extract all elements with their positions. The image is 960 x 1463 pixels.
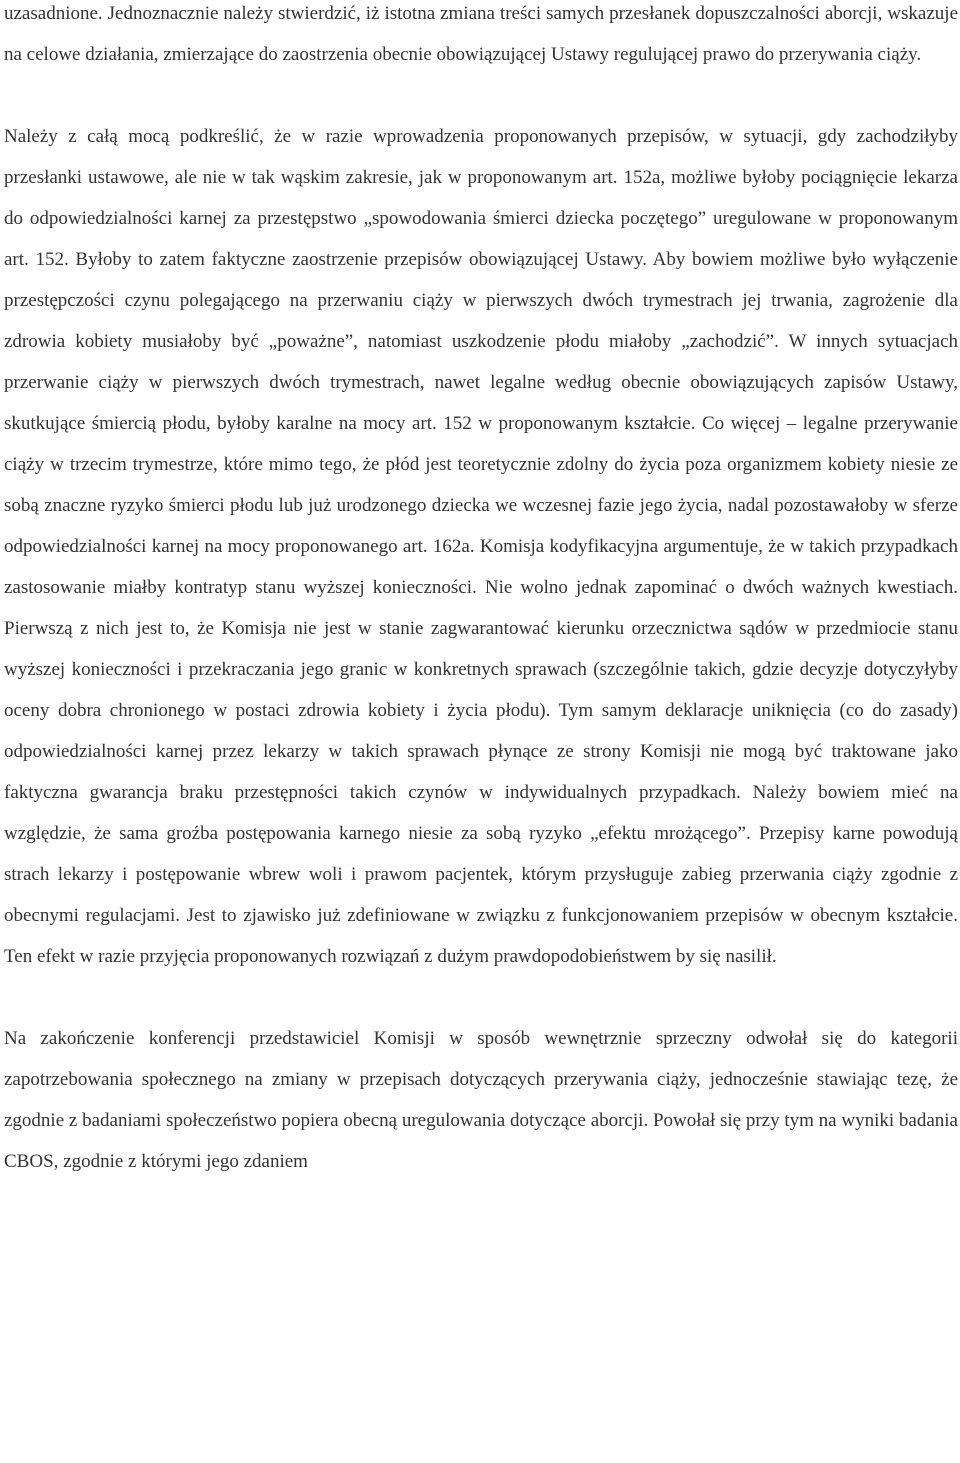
paragraph-conclusion: Na zakończenie konferencji przedstawiciel Komisji w sposób wewnętrznie sprzeczny odwołał się do kategorii zapotrzebowania społecznego na zmiany w przepisach dotyczących przerywania ciąży, jednocześnie stawiając tezę, że zgodnie z badaniami społeczeństwo popiera obecną uregulowania dotyczące aborcji. Powołał się przy tym na wyniki badania CBOS, zgodnie z którymi jego zdaniem bbox=[4, 1028, 958, 1172]
paragraph-main-argument: Należy z całą mocą podkreślić, że w razie wprowadzenia proponowanych przepisów, w sytuacji, gdy zachodziłyby przesłanki ustawowe, ale nie w tak wąskim zakresie, jak w proponowanym art. 152a, możliwe byłoby pociągnięcie lekarza do odpowiedzialności karnej za przestępstwo „spowodowania śmierci dziecka poczętego” uregulowane w proponowanym art. 152. Byłoby to zatem faktyczne zaostrzenie przepisów obowiązującej Ustawy. Aby bowiem możliwe było wyłączenie przestępczości czynu polegającego na przerwaniu ciąży w pierwszych dwóch trymestrach jej trwania, zagrożenie dla zdrowia kobiety musiałoby być „poważne”, natomiast uszkodzenie płodu miałoby „zachodzić”. W innych sytuacjach przerwanie ciąży w pierwszych dwóch trymestrach, nawet legalne według obecnie obowiązujących zapisów Ustawy, skutkujące śmiercią płodu, byłoby karalne na mocy art. 152 w proponowanym kształcie. Co więcej – legalne przerywanie ciąży w trzecim trymestrze, które mimo tego, że płód jest teoretycznie zdolny do życia poza organizmem kobiety niesie ze sobą znaczne ryzyko śmierci płodu lub już urodzonego dziecka we wczesnej fazie jego życia, nadal pozostawałoby w sferze odpowiedzialności karnej na mocy proponowanego art. 162a. Komisja kodyfikacyjna argumentuje, że w takich przypadkach zastosowanie miałby kontratyp stanu wyższej konieczności. Nie wolno jednak zapominać o dwóch ważnych kwestiach. Pierwszą z nich jest to, że Komisja nie jest w stanie zagwarantować kierunku orzecznictwa sądów w przedmiocie stanu wyższej konieczności i przekraczania jego granic w konkretnych sprawach (szczególnie takich, gdzie decyzje dotyczyłyby oceny dobra chronionego w postaci zdrowia kobiety i życia płodu). Tym samym deklaracje uniknięcia (co do zasady) odpowiedzialności karnej przez lekarzy w takich sprawach płynące ze strony Komisji nie mogą być traktowane jako faktyczna gwarancja braku przestępności takich czynów w indywidualnych przypadkach. Należy bowiem mieć na względzie, że sama groźba postępowania karnego niesie za sobą ryzyko „efektu mrożącego”. Przepisy karne powodują strach lekarzy i postępowanie wbrew woli i prawom pacjentek, którym przysługuje zabieg przerwania ciąży zgodnie z obecnymi regulacjami. Jest to zjawisko już zdefiniowane w związku z funkcjonowaniem przepisów w obecnym kształcie. Ten efekt w razie przyjęcia proponowanych rozwiązań z dużym prawdopodobieństwem by się nasilił. bbox=[4, 126, 958, 967]
document-page bbox=[4, 0, 958, 1182]
paragraph-intro: uzasadnione. Jednoznacznie należy stwierdzić, iż istotna zmiana treści samych przesłanek dopuszczalności aborcji, wskazuje na celowe działania, zmierzające do zaostrzenia obecnie obowiązującej Ustawy regulującej prawo do przerywania ciąży. bbox=[4, 3, 958, 65]
